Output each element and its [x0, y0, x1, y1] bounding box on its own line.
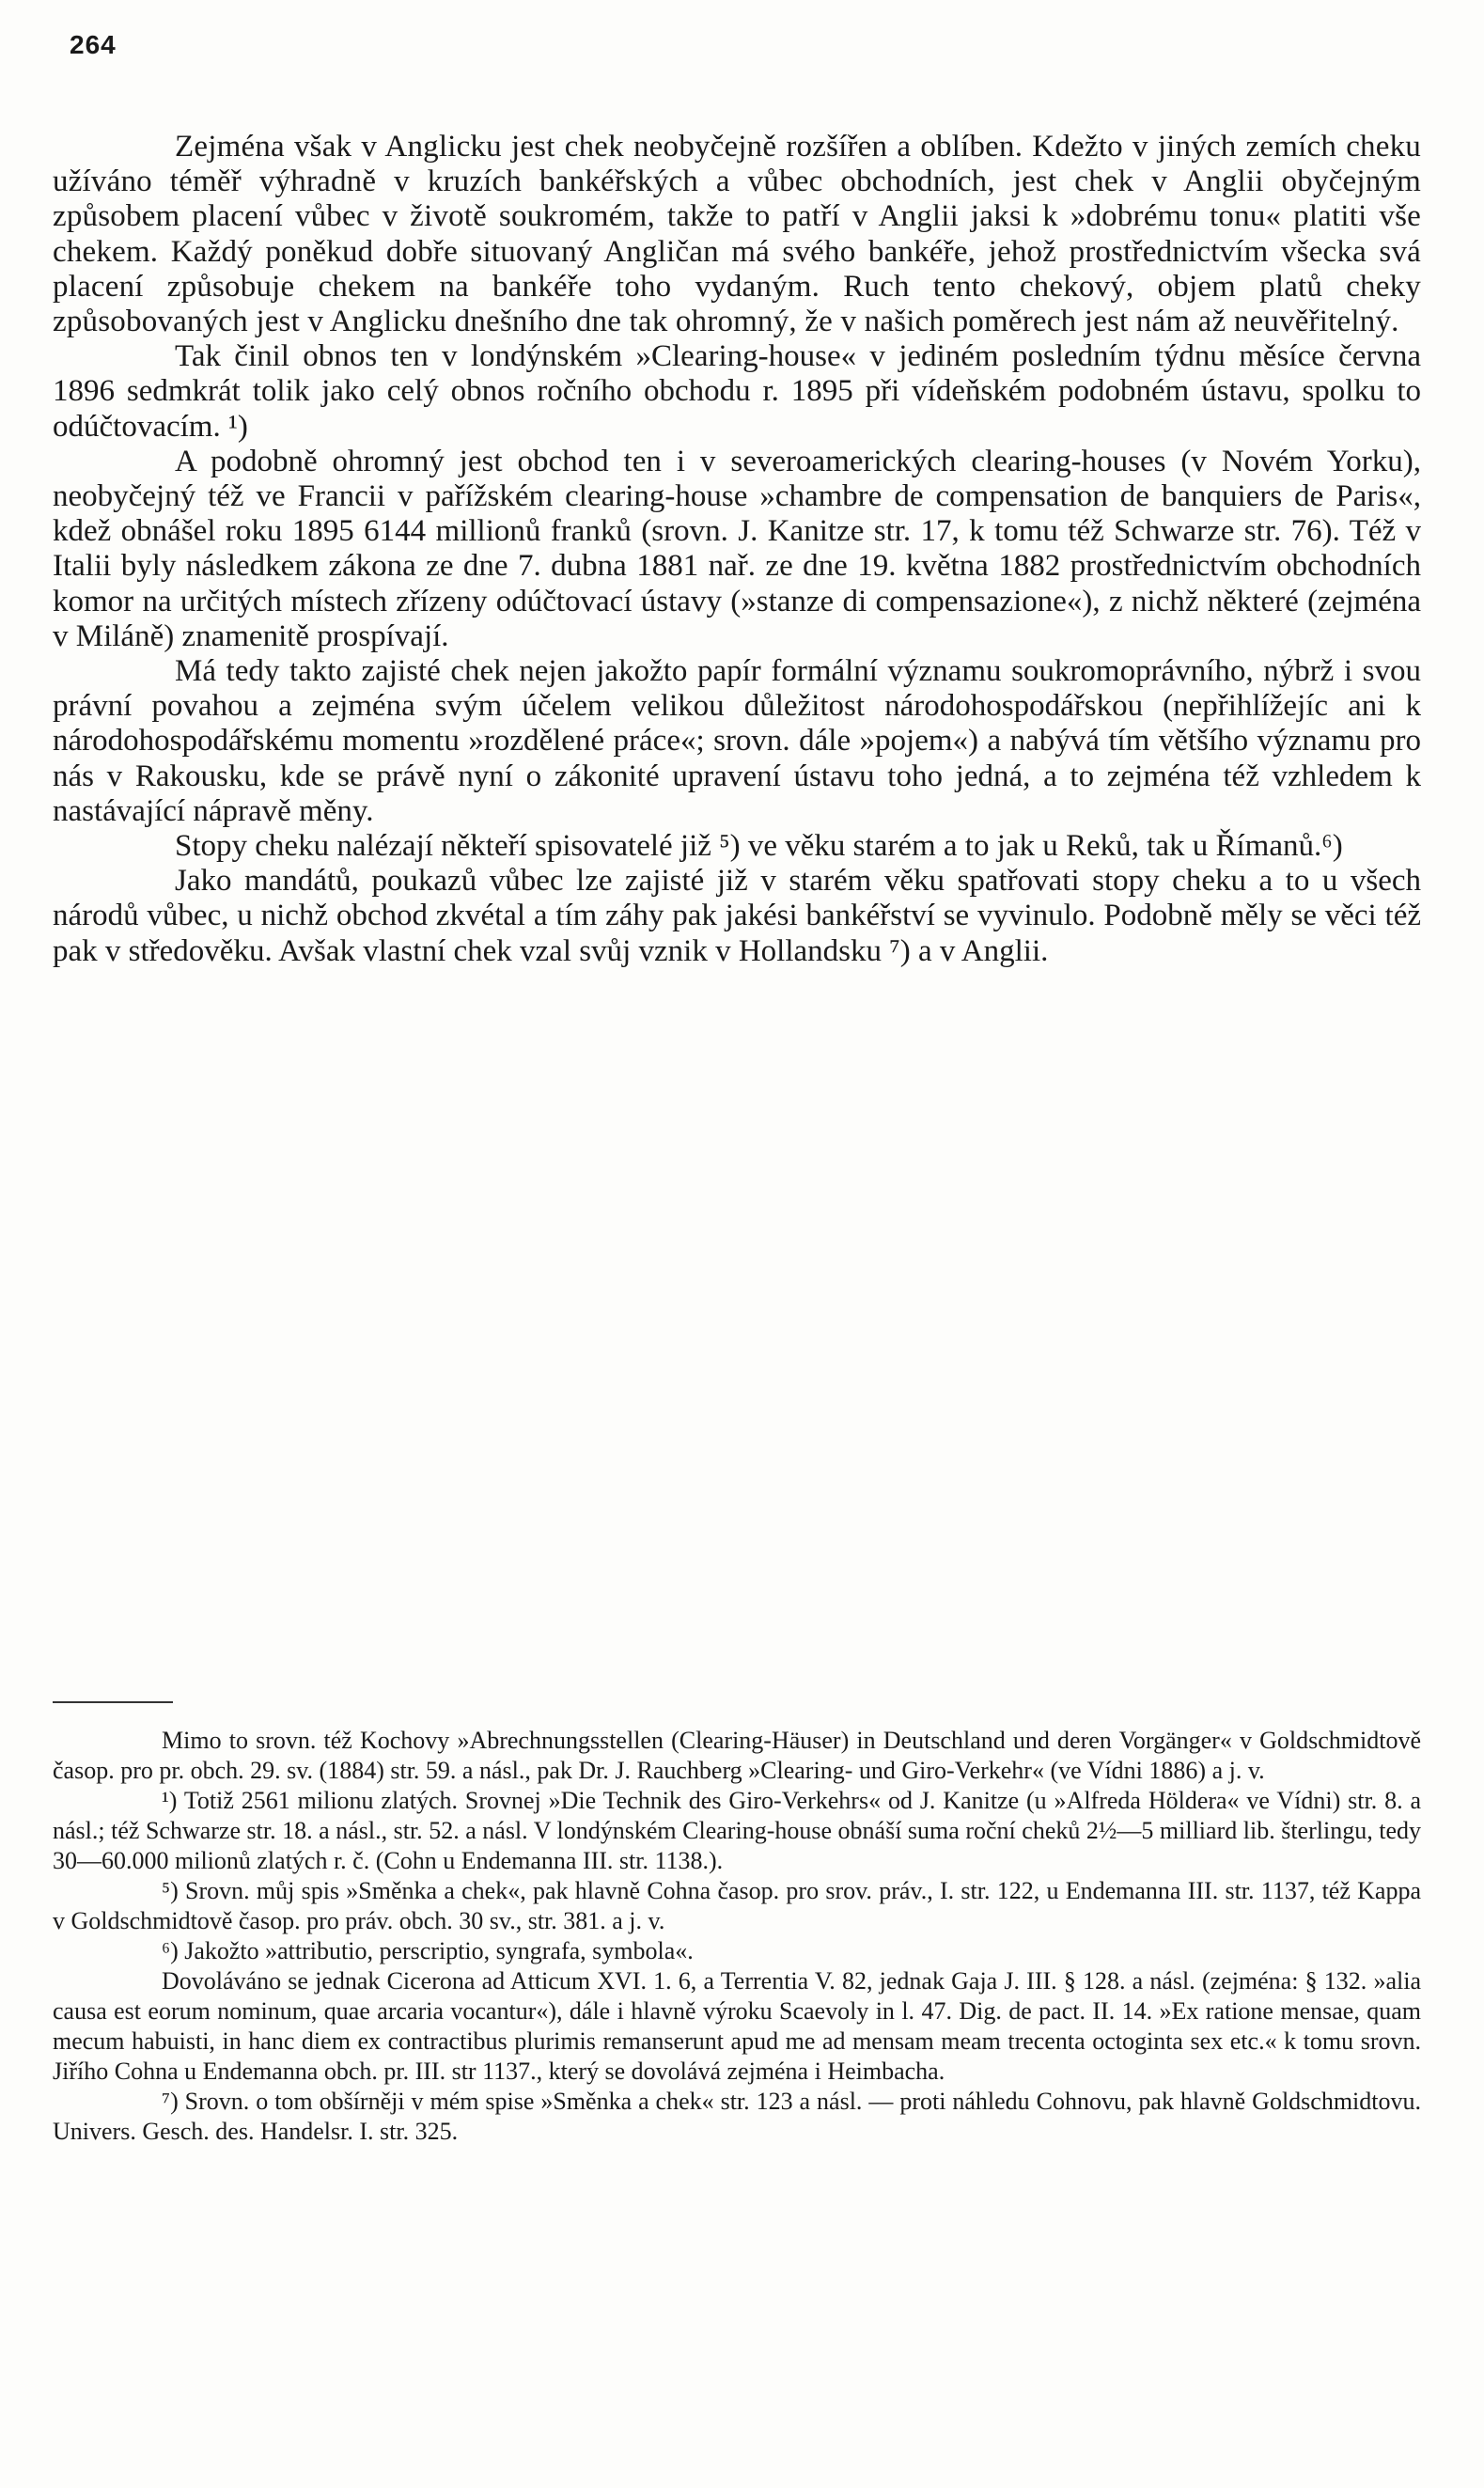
paragraph: Má tedy takto zajisté chek nejen jakožto papír formální významu soukromoprávního, nýbrž i svou právní povahou a zejména svým účelem velikou důležitost národohospodářskou (nepřihlížejíc ani k národohospodářskému momentu »rozdělené práce«; srovn. dále »pojem«) a nabývá tím většího významu pro nás v Rakousku, kde se právě nyní o zákonité upravení ústavu toho jedná, a to zejména též vzhledem k nastávající nápravě měny. [53, 654, 1421, 828]
footnote: ¹) Totiž 2561 milionu zlatých. Srovnej »Die Technik des Giro-Verkehrs« od J. Kanitze (u »Alfreda Höldera« ve Vídni) str. 8. a násl.; též Schwarze str. 18. a násl., str. 52. a násl. V londýnském Clearing-house obnáší suma roční cheků 2½—5 milliard lib. šterlingu, tedy 30—60.000 milionů zlatých r. č. (Cohn u Endemanna III. str. 1138.). [53, 1787, 1421, 1874]
footnote: Mimo to srovn. též Kochovy »Abrechnungsstellen (Clearing-Häuser) in Deutschland und deren Vorgänger« v Goldschmidtově časop. pro pr. obch. 29. sv. (1884) str. 59. a násl., pak Dr. J. Rauchberg »Clearing- und Giro-Verkehr« (ve Vídni 1886) a j. v. [53, 1727, 1421, 1784]
footnote-divider [53, 1701, 173, 1703]
paragraph: Tak činil obnos ten v londýnském »Clearing-house« v jediném posledním týdnu měsíce června 1896 sedmkrát tolik jako celý obnos ročního obchodu r. 1895 při vídeňském podobném ústavu, spolku to odúčtovacím. ¹) [53, 339, 1421, 444]
paragraph: Zejména však v Anglicku jest chek neobyčejně rozšířen a oblíben. Kdežto v jiných zemích cheku užíváno téměř výhradně v kruzích bankéřských a vůbec obchodních, jest chek v Anglii obyčejným způsobem placení vůbec v životě soukromém, takže to patří v Anglii jaksi k »dobrému tonu« platiti vše chekem. Každý poněkud dobře situovaný Angličan má svého bankéře, jehož prostřednictvím všecka svá placení způsobuje chekem na bankéře toho vydaným. Ruch tento chekový, objem platů cheky způsobovaných jest v Anglicku dnešního dne tak ohromný, že v našich poměrech jest nám až neuvěřitelný. [53, 130, 1421, 339]
footnote: ⁵) Srovn. můj spis »Směnka a chek«, pak hlavně Cohna časop. pro srov. práv., I. str. 122, u Endemanna III. str. 1137, též Kappa v Goldschmidtově časop. pro práv. obch. 30 sv., str. 381. a j. v. [53, 1877, 1421, 1934]
paragraph: Stopy cheku nalézají někteří spisovatelé již ⁵) ve věku starém a to jak u Reků, tak u Římanů.⁶) [175, 829, 1343, 864]
footnote: ⁶) Jakožto »attributio, perscriptio, syngrafa, symbola«. [162, 1937, 694, 1964]
main-text [53, 130, 1421, 969]
footnote: ⁷) Srovn. o tom obšírněji v mém spise »Směnka a chek« str. 123 a násl. — proti náhledu Cohnovu, pak hlavně Goldschmidtovu. Univers. Gesch. des. Handelsr. I. str. 325. [53, 2088, 1421, 2145]
footnotes [53, 1726, 1421, 2147]
paragraph: A podobně ohromný jest obchod ten i v severoamerických clearing-houses (v Novém Yorku), neobyčejný též ve Francii v pařížském clearing-house »chambre de compensation de banquiers de Paris«, kdež obnášel roku 1895 6144 millionů franků (srovn. J. Kanitze str. 17, k tomu též Schwarze str. 76). Též v Italii byly následkem zákona ze dne 7. dubna 1881 nař. ze dne 19. května 1882 prostřednictvím obchodních komor na určitých místech zřízeny odúčtovací ústavy (»stanze di compensazione«), z nichž některé (zejména v Miláně) znamenitě prospívají. [53, 444, 1421, 653]
footnote: Dovoláváno se jednak Cicerona ad Atticum XVI. 1. 6, a Terrentia V. 82, jednak Gaja J. III. § 128. a násl. (zejména: § 132. »alia causa est eorum nominum, quae arcaria vocantur«), dále i hlavně výroku Scaevoly in l. 47. Dig. de pact. II. 14. »Ex ratione mensae, quam mecum habuisti, in hanc diem ex contractibus plurimis remanserunt apud me ad mensam meam trecenta octoginta sex etc.« k tomu srovn. Jiřího Cohna u Endemanna obch. pr. III. str 1137., který se dovolává zejména i Heimbacha. [53, 1967, 1421, 2085]
page-number: 264 [70, 30, 117, 59]
paragraph: Jako mandátů, poukazů vůbec lze zajisté již v starém věku spatřovati stopy cheku a to u všech národů vůbec, u nichž obchod zkvétal a tím záhy pak jakési bankéřství se vyvinulo. Podobně měly se věci též pak v středověku. Avšak vlastní chek vzal svůj vznik v Hollandsku ⁷) a v Anglii. [53, 864, 1421, 968]
